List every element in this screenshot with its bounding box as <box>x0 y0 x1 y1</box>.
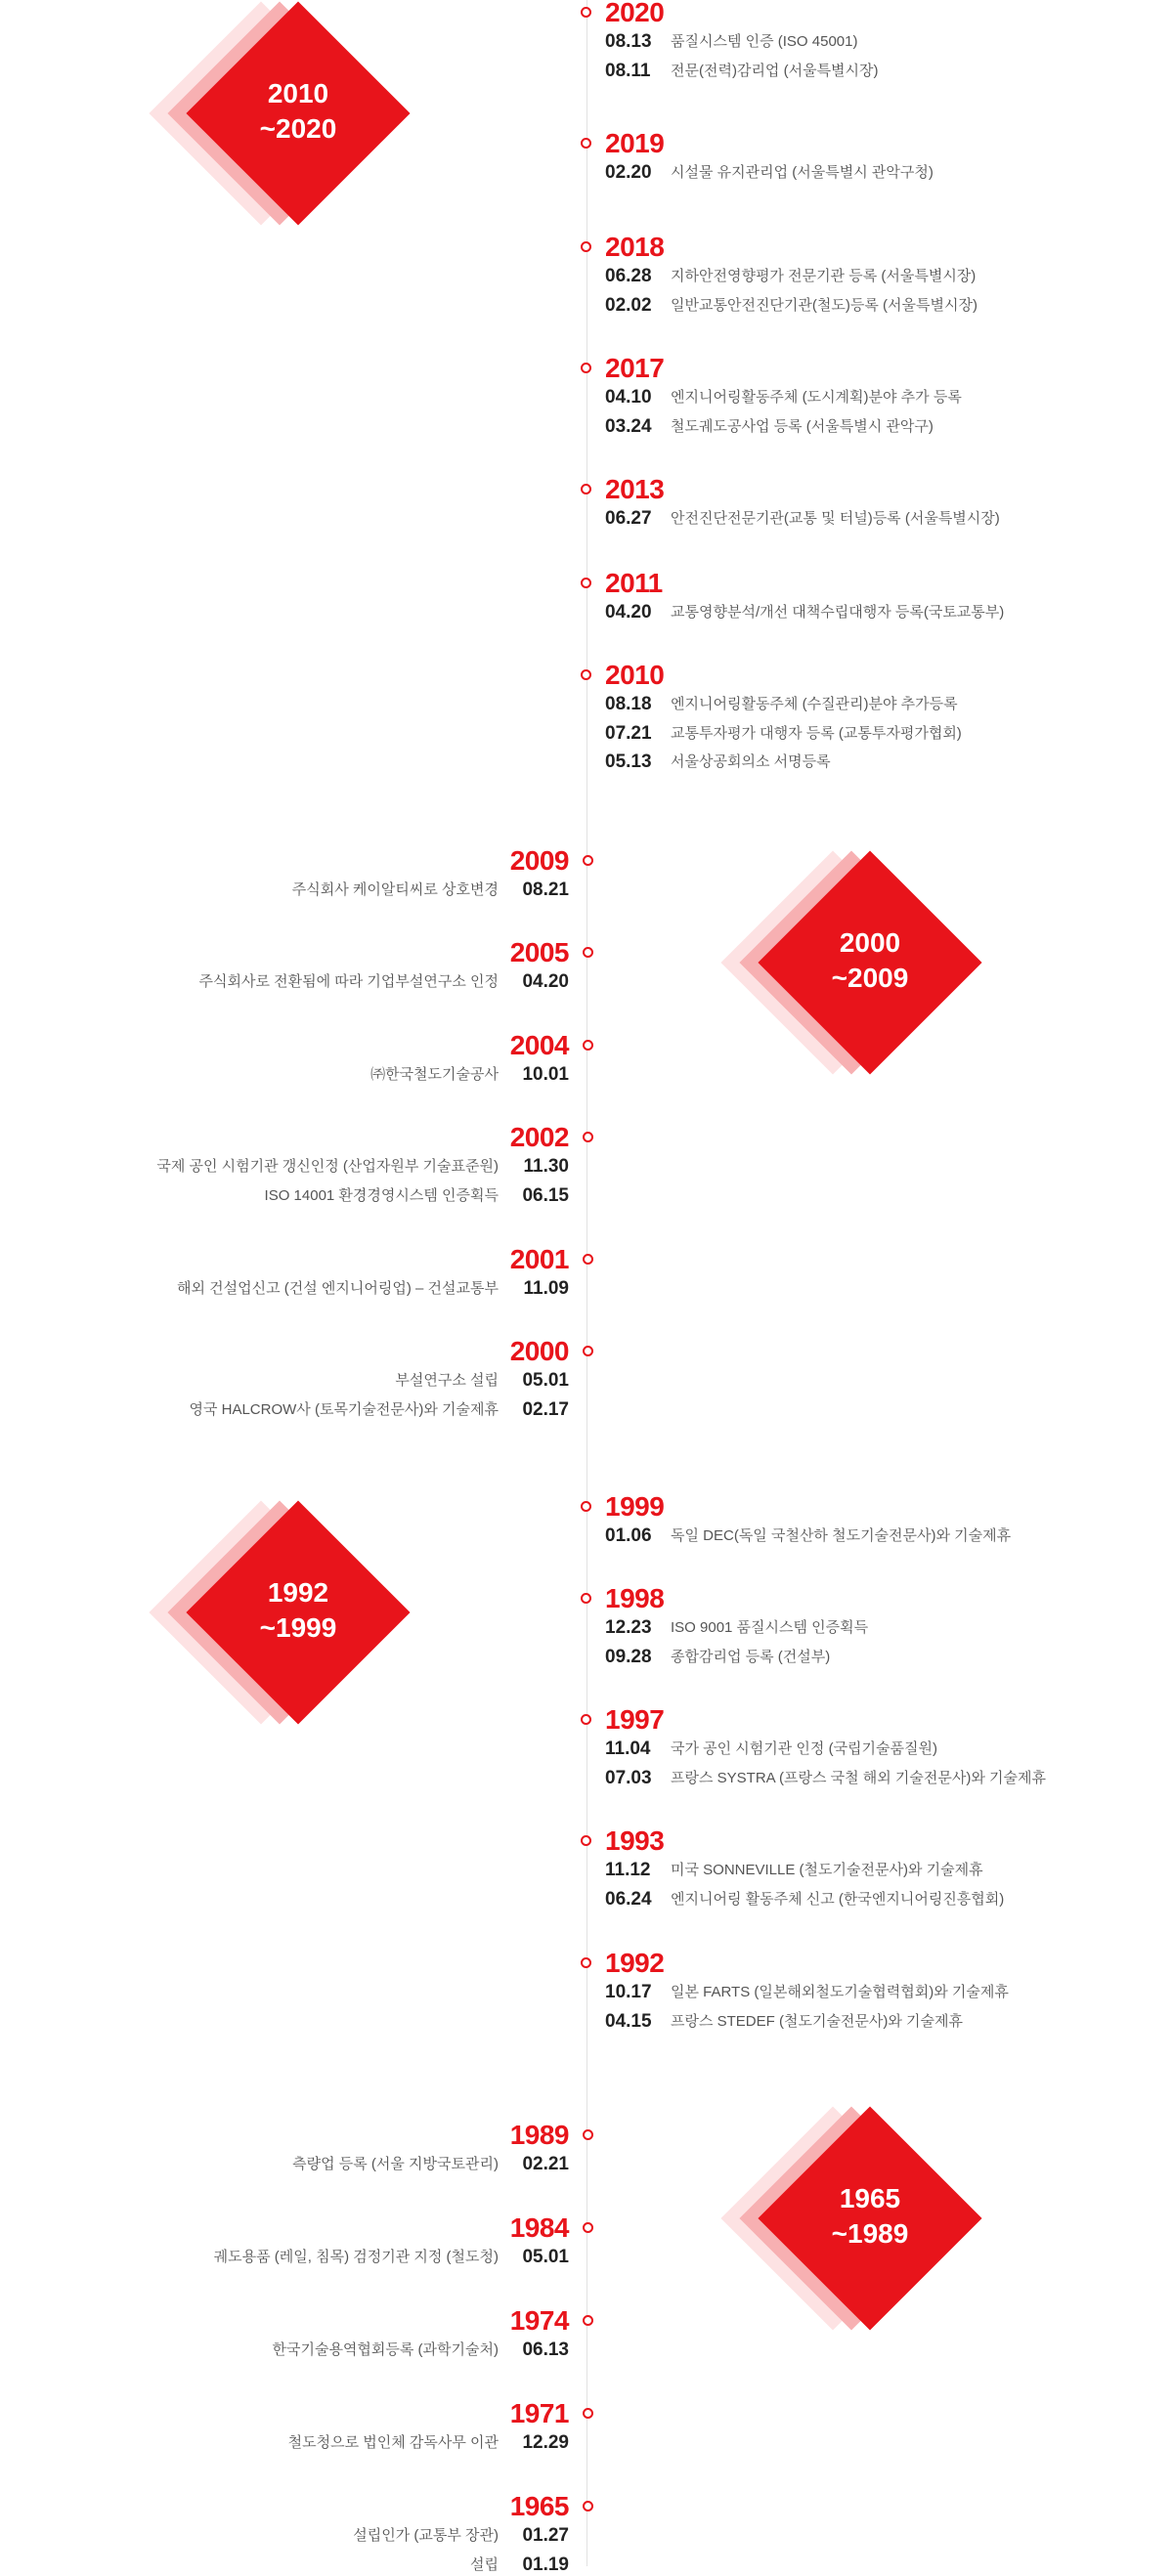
entry-description: 전문(전력)감리업 (서울특별시장) <box>671 62 879 79</box>
entry-date: 08.21 <box>522 880 569 900</box>
year-heading: 2005 <box>509 937 569 967</box>
history-entry <box>0 2432 1173 2454</box>
entry-date: 10.17 <box>605 1982 652 2002</box>
timeline-dot <box>583 855 593 866</box>
entry-description: 국제 공인 시험기관 갱신인정 (산업자원부 기술표준원) <box>156 1158 499 1175</box>
timeline-dot <box>583 1040 593 1051</box>
history-entry <box>0 2247 1173 2268</box>
entry-description: 설립 <box>470 2555 499 2573</box>
entry-description: 국가 공인 시험기관 인정 (국립기술품질원) <box>671 1740 937 1757</box>
entry-description: 해외 건설업신고 (건설 엔지니어링업) – 건설교통부 <box>177 1280 499 1297</box>
entry-description: 영국 HALCROW사 (토목기술전문사)와 기술제휴 <box>189 1400 499 1418</box>
entry-date: 08.11 <box>605 60 651 81</box>
history-entry <box>0 1278 1173 1300</box>
history-entry <box>0 1647 1173 1668</box>
year-heading: 2002 <box>509 1122 569 1152</box>
year-heading: 2010 <box>605 660 665 690</box>
history-entry <box>0 2525 1173 2547</box>
year-heading: 1997 <box>605 1704 665 1735</box>
history-entry <box>0 508 1173 530</box>
timeline-dot <box>583 1132 593 1142</box>
timeline-dot <box>583 947 593 958</box>
year-heading: 1965 <box>509 2491 569 2521</box>
year-heading: 1971 <box>509 2398 569 2428</box>
history-entry <box>0 1889 1173 1911</box>
history-entry <box>0 1399 1173 1421</box>
year-heading: 2000 <box>509 1336 569 1366</box>
year-heading: 2001 <box>509 1244 569 1274</box>
entry-date: 02.02 <box>605 294 652 316</box>
history-entry <box>0 416 1173 438</box>
entry-date: 04.15 <box>605 2010 652 2032</box>
entry-description: 주식회사 케이알티씨로 상호변경 <box>291 881 499 898</box>
entry-date: 06.13 <box>522 2340 569 2360</box>
entry-date: 02.21 <box>522 2154 569 2174</box>
year-heading: 2013 <box>605 474 665 504</box>
period-label-end: ~1999 <box>259 1612 337 1643</box>
entry-date: 03.24 <box>605 415 652 437</box>
history-entry <box>0 1617 1173 1639</box>
entry-description: 독일 DEC(독일 국철산하 철도기술전문사)와 기술제휴 <box>671 1527 1012 1544</box>
entry-description: 서울상공회의소 서명등록 <box>671 753 831 770</box>
timeline-dot <box>583 1346 593 1356</box>
period-label-end: ~1989 <box>831 2218 909 2249</box>
year-heading: 2018 <box>605 232 665 262</box>
period-label-start: 1992 <box>267 1577 329 1608</box>
entry-description: 교통영향분석/개선 대책수립대행자 등록(국토교통부) <box>671 604 1005 621</box>
history-entry <box>0 266 1173 287</box>
entry-description: 한국기술용역협회등록 (과학기술처) <box>272 2341 499 2358</box>
period-label-end: ~2009 <box>831 963 909 993</box>
entry-description: 철도청으로 법인체 감독사무 이관 <box>287 2434 499 2451</box>
entry-description: 품질시스템 인증 (ISO 45001) <box>671 33 858 50</box>
period-label <box>200 76 396 147</box>
entry-description: 프랑스 STEDEF (철도기술전문사)와 기술제휴 <box>671 2012 964 2030</box>
history-entry <box>0 1982 1173 2003</box>
year-heading: 1984 <box>509 2212 569 2243</box>
history-entry <box>0 387 1173 408</box>
timeline-dot <box>581 578 591 588</box>
timeline-dot <box>581 1593 591 1604</box>
history-entry <box>0 880 1173 901</box>
history-entry <box>0 2340 1173 2361</box>
year-heading: 1999 <box>605 1491 665 1522</box>
entry-description: ISO 14001 환경경영시스템 인증획득 <box>264 1186 499 1204</box>
history-entry <box>0 602 1173 623</box>
timeline-dot <box>581 1835 591 1846</box>
history-entry <box>0 2154 1173 2175</box>
entry-date: 05.01 <box>522 1370 569 1391</box>
history-entry <box>0 694 1173 715</box>
entry-description: 주식회사로 전환됨에 따라 기업부설연구소 인정 <box>198 973 499 990</box>
history-entry <box>0 2555 1173 2576</box>
entry-description: 교통투자평가 대행자 등록 (교통투자평가협회) <box>671 724 962 742</box>
entry-date: 04.20 <box>522 971 569 992</box>
entry-description: 궤도용품 (레일, 침목) 검정기관 지정 (철도청) <box>213 2249 499 2265</box>
timeline-dot <box>583 2408 593 2419</box>
history-entry <box>0 1370 1173 1392</box>
year-heading: 2004 <box>509 1030 569 1060</box>
entry-date: 01.27 <box>522 2525 569 2546</box>
entry-description: 측량업 등록 (서울 지방국토관리) <box>292 2156 499 2172</box>
entry-description: 종합감리업 등록 (건설부) <box>671 1648 831 1665</box>
year-heading: 2020 <box>605 0 665 27</box>
timeline-dot <box>581 669 591 680</box>
entry-date: 11.09 <box>523 1278 569 1299</box>
year-heading: 2009 <box>509 845 569 876</box>
history-entry <box>0 1739 1173 1760</box>
entry-date: 08.13 <box>605 31 652 52</box>
timeline-dot <box>583 2129 593 2140</box>
period-label-start: 2000 <box>839 927 901 958</box>
entry-description: 일반교통안전진단기관(철도)등록 (서울특별시장) <box>671 296 978 314</box>
history-entry <box>0 1156 1173 1178</box>
entry-date: 11.12 <box>605 1860 651 1880</box>
year-heading: 2019 <box>605 128 665 158</box>
timeline-dot <box>581 1714 591 1725</box>
entry-date: 02.20 <box>605 162 652 183</box>
entry-date: 11.04 <box>605 1739 651 1759</box>
entry-date: 05.13 <box>605 751 652 772</box>
entry-date: 02.17 <box>522 1398 569 1420</box>
history-entry <box>0 1525 1173 1547</box>
year-heading: 1974 <box>509 2305 569 2336</box>
entry-description: 시설물 유지관리업 (서울특별시 관악구청) <box>671 164 934 181</box>
history-entry <box>0 723 1173 745</box>
entry-description: ISO 9001 품질시스템 인증획득 <box>671 1619 869 1636</box>
entry-date: 06.28 <box>605 266 652 286</box>
entry-date: 07.03 <box>605 1767 652 1788</box>
entry-description: 안전진단전문기관(교통 및 터널)등록 (서울특별시장) <box>671 510 1000 527</box>
entry-description: 엔지니어링 활동주체 신고 (한국엔지니어링진흥협회) <box>671 1890 1005 1908</box>
year-heading: 1998 <box>605 1583 665 1613</box>
entry-date: 09.28 <box>605 1646 652 1667</box>
timeline-dot <box>583 2315 593 2326</box>
year-heading: 1989 <box>509 2120 569 2150</box>
history-entry <box>0 1185 1173 1207</box>
entry-description: 엔지니어링활동주체 (수질관리)분야 추가등록 <box>671 696 958 712</box>
timeline-dot <box>583 2501 593 2512</box>
entry-date: 06.15 <box>522 1184 569 1206</box>
entry-date: 07.21 <box>605 722 652 744</box>
history-entry <box>0 971 1173 993</box>
period-label <box>772 2181 968 2252</box>
period-badge <box>748 2101 1021 2336</box>
period-label-start: 2010 <box>267 78 329 108</box>
entry-date: 05.01 <box>522 2247 569 2267</box>
entry-date: 01.19 <box>522 2554 569 2575</box>
year-heading: 2017 <box>605 353 665 383</box>
entry-date: 06.24 <box>605 1888 652 1910</box>
entry-date: 04.10 <box>605 387 652 408</box>
timeline-dot <box>581 1501 591 1512</box>
entry-date: 12.23 <box>605 1617 652 1638</box>
entry-description: 지하안전영향평가 전문기관 등록 (서울특별시장) <box>671 268 977 284</box>
entry-description: 부설연구소 설립 <box>395 1372 499 1389</box>
history-entry <box>0 1064 1173 1086</box>
history-entry <box>0 2011 1173 2033</box>
timeline-dot <box>581 138 591 149</box>
history-entry <box>0 295 1173 317</box>
year-heading: 1992 <box>605 1948 665 1978</box>
timeline-dot <box>583 2222 593 2233</box>
timeline-dot <box>581 241 591 252</box>
entry-description: 프랑스 SYSTRA (프랑스 국철 해외 기술전문사)와 기술제휴 <box>671 1769 1046 1786</box>
entry-date: 04.20 <box>605 602 652 623</box>
entry-date: 08.18 <box>605 694 652 714</box>
history-entry <box>0 751 1173 773</box>
period-label-end: ~2020 <box>259 113 337 144</box>
timeline-dot <box>581 7 591 18</box>
entry-date: 10.01 <box>522 1064 569 1085</box>
entry-description: 미국 SONNEVILLE (철도기술전문사)와 기술제휴 <box>671 1862 983 1878</box>
history-entry <box>0 61 1173 82</box>
timeline-dot <box>581 484 591 494</box>
entry-description: 철도궤도공사업 등록 (서울특별시 관악구) <box>671 417 934 435</box>
entry-date: 06.27 <box>605 508 652 529</box>
entry-date: 12.29 <box>522 2432 569 2453</box>
year-heading: 2011 <box>605 568 663 598</box>
entry-description: 일본 FARTS (일본해외철도기술협력협회)와 기술제휴 <box>671 1984 1009 2000</box>
history-entry <box>0 31 1173 53</box>
history-entry <box>0 1768 1173 1789</box>
entry-description: 설립인가 (교통부 장관) <box>353 2527 499 2544</box>
history-entry <box>0 162 1173 184</box>
entry-date: 01.06 <box>605 1525 652 1546</box>
entry-description: 엔지니어링활동주체 (도시계획)분야 추가 등록 <box>671 389 962 406</box>
timeline-dot <box>581 1957 591 1968</box>
timeline-dot <box>581 363 591 373</box>
entry-description: ㈜한국철도기술공사 <box>370 1066 499 1083</box>
history-entry <box>0 1860 1173 1881</box>
period-label-start: 1965 <box>839 2183 901 2213</box>
entry-date: 11.30 <box>523 1156 569 1177</box>
timeline-dot <box>583 1254 593 1265</box>
year-heading: 1993 <box>605 1825 665 1856</box>
